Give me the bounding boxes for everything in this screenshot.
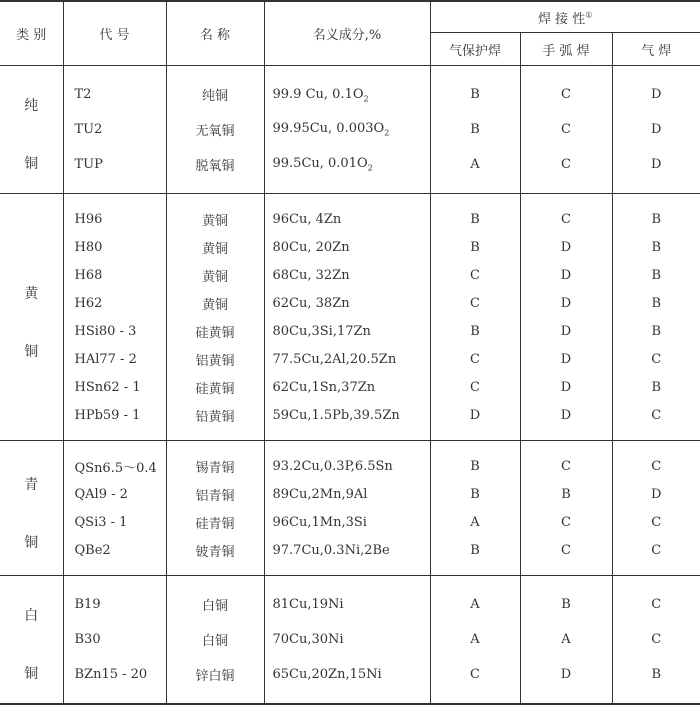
table-row (0, 317, 700, 345)
arc-rating: C (520, 508, 612, 536)
code-cell: QSi3 - 1 (63, 508, 166, 536)
name-cell: 硅黄铜 (166, 373, 264, 401)
header-gas-shielded: 气保护焊 (430, 33, 520, 66)
gas-rating: C (612, 576, 700, 623)
header-code: 代 号 (63, 1, 166, 66)
composition-text: 97.7Cu,0.3Ni,2Be (272, 542, 390, 558)
arc-rating: C (520, 66, 612, 113)
header-weldability (430, 1, 700, 33)
composition-text: 93.2Cu,0.3P,6.5Sn (272, 458, 393, 474)
category-char: 青 (24, 476, 39, 493)
gas-shielded-rating: C (430, 261, 520, 289)
category-char: 铜 (24, 343, 39, 360)
header-composition: 名义成分,% (264, 1, 430, 66)
gas-rating: C (612, 536, 700, 576)
table-row (0, 261, 700, 289)
arc-rating: C (520, 194, 612, 234)
code-cell: TUP (63, 146, 166, 193)
category-cell (0, 441, 63, 576)
gas-shielded-rating: B (430, 113, 520, 146)
composition-cell (264, 345, 430, 373)
table-header (0, 1, 700, 66)
arc-rating: D (520, 656, 612, 704)
gas-shielded-rating: C (430, 289, 520, 317)
code-cell: HAl77 - 2 (63, 345, 166, 373)
arc-rating: D (520, 233, 612, 261)
gas-shielded-rating: B (430, 194, 520, 234)
composition-text: 96Cu,1Mn,3Si (272, 514, 367, 530)
composition-text: 80Cu, 20Zn (272, 239, 350, 255)
header-weldability-note: ① (585, 10, 593, 20)
code-cell: TU2 (63, 113, 166, 146)
arc-rating: D (520, 373, 612, 401)
code-cell: BZn15 - 20 (63, 656, 166, 704)
composition-text: 80Cu,3Si,17Zn (272, 323, 371, 339)
header-gas: 气 焊 (612, 33, 700, 66)
gas-rating: B (612, 289, 700, 317)
composition-text: 59Cu,1.5Pb,39.5Zn (272, 407, 400, 423)
category-char: 铜 (24, 156, 39, 172)
code-cell: H62 (63, 289, 166, 317)
table-row (0, 66, 700, 113)
gas-rating: B (612, 317, 700, 345)
composition-text: 65Cu,20Zn,15Ni (272, 666, 382, 682)
table-row (0, 345, 700, 373)
table-row (0, 401, 700, 441)
table-row (0, 113, 700, 146)
gas-shielded-rating: C (430, 373, 520, 401)
composition-text: 89Cu,2Mn,9Al (272, 486, 368, 502)
gas-rating: B (612, 194, 700, 234)
arc-rating: D (520, 401, 612, 441)
composition-cell (264, 289, 430, 317)
composition-text: 62Cu,1Sn,37Zn (272, 379, 376, 395)
code-cell: B19 (63, 576, 166, 623)
table-row (0, 536, 700, 576)
code-cell: T2 (63, 66, 166, 113)
name-cell: 无氧铜 (166, 113, 264, 146)
table-row (0, 623, 700, 656)
arc-rating: C (520, 113, 612, 146)
code-cell: HSn62 - 1 (63, 373, 166, 401)
table-row (0, 146, 700, 193)
gas-rating: C (612, 623, 700, 656)
composition-text: 70Cu,30Ni (272, 631, 344, 647)
category-char: 铜 (24, 666, 39, 682)
gas-shielded-rating: C (430, 656, 520, 704)
table-body (0, 66, 700, 705)
header-category: 类 别 (0, 1, 63, 66)
name-cell: 硅黄铜 (166, 317, 264, 345)
arc-rating: C (520, 441, 612, 481)
arc-rating: D (520, 261, 612, 289)
gas-shielded-rating: A (430, 508, 520, 536)
name-cell: 铍青铜 (166, 536, 264, 576)
composition-cell (264, 233, 430, 261)
category-char: 黄 (24, 285, 39, 302)
header-name: 名 称 (166, 1, 264, 66)
code-cell: B30 (63, 623, 166, 656)
category-char: 纯 (24, 98, 39, 114)
gas-rating: B (612, 233, 700, 261)
code-cell: QSn6.5～0.4 (63, 441, 166, 481)
name-cell: 脱氧铜 (166, 146, 264, 193)
composition-cell (264, 656, 430, 704)
category-cell (0, 576, 63, 705)
table-row (0, 233, 700, 261)
name-cell: 黄铜 (166, 194, 264, 234)
code-cell: H96 (63, 194, 166, 234)
name-cell: 铅黄铜 (166, 401, 264, 441)
arc-rating: C (520, 146, 612, 193)
arc-rating: B (520, 576, 612, 623)
composition-text: 77.5Cu,2Al,20.5Zn (272, 351, 397, 367)
gas-shielded-rating: A (430, 576, 520, 623)
composition-cell (264, 623, 430, 656)
table-row (0, 576, 700, 623)
code-cell: H68 (63, 261, 166, 289)
composition-text: 99.9 Cu, 0.1O (272, 86, 364, 102)
arc-rating: D (520, 289, 612, 317)
name-cell: 锡青铜 (166, 441, 264, 481)
gas-shielded-rating: C (430, 345, 520, 373)
table-row (0, 373, 700, 401)
name-cell: 铝青铜 (166, 480, 264, 508)
gas-rating: D (612, 66, 700, 113)
composition-cell (264, 113, 430, 146)
code-cell: QAl9 - 2 (63, 480, 166, 508)
header-weldability-label: 焊 接 性 (538, 11, 586, 27)
name-cell: 黄铜 (166, 233, 264, 261)
code-cell: QBe2 (63, 536, 166, 576)
composition-cell (264, 576, 430, 623)
composition-text: 96Cu, 4Zn (272, 211, 342, 227)
composition-subscript: 2 (384, 128, 390, 138)
composition-subscript: 2 (363, 94, 369, 104)
arc-rating: A (520, 623, 612, 656)
name-cell: 铝黄铜 (166, 345, 264, 373)
composition-text: 62Cu, 38Zn (272, 295, 350, 311)
category-char: 白 (24, 608, 39, 624)
code-cell: HPb59 - 1 (63, 401, 166, 441)
composition-cell (264, 194, 430, 234)
arc-rating: D (520, 345, 612, 373)
table-row (0, 441, 700, 481)
gas-shielded-rating: D (430, 401, 520, 441)
arc-rating: B (520, 480, 612, 508)
composition-cell (264, 441, 430, 481)
composition-text: 99.95Cu, 0.003O (272, 121, 385, 137)
category-cell (0, 194, 63, 441)
name-cell: 白铜 (166, 576, 264, 623)
composition-text: 99.5Cu, 0.01O (272, 155, 368, 171)
gas-shielded-rating: A (430, 623, 520, 656)
header-arc: 手 弧 焊 (520, 33, 612, 66)
name-cell: 白铜 (166, 623, 264, 656)
table-row (0, 194, 700, 234)
name-cell: 黄铜 (166, 261, 264, 289)
composition-cell (264, 66, 430, 113)
arc-rating: D (520, 317, 612, 345)
gas-rating: C (612, 345, 700, 373)
gas-rating: D (612, 113, 700, 146)
name-cell: 锌白铜 (166, 656, 264, 704)
composition-cell (264, 373, 430, 401)
composition-text: 68Cu, 32Zn (272, 267, 350, 283)
gas-shielded-rating: B (430, 233, 520, 261)
gas-shielded-rating: B (430, 441, 520, 481)
composition-subscript: 2 (367, 163, 373, 173)
composition-cell (264, 508, 430, 536)
arc-rating: C (520, 536, 612, 576)
gas-shielded-rating: B (430, 317, 520, 345)
gas-rating: D (612, 146, 700, 193)
composition-text: 81Cu,19Ni (272, 597, 344, 613)
table-row (0, 656, 700, 704)
name-cell: 硅青铜 (166, 508, 264, 536)
gas-rating: B (612, 261, 700, 289)
gas-rating: C (612, 508, 700, 536)
gas-rating: C (612, 441, 700, 481)
composition-cell (264, 401, 430, 441)
table-row (0, 480, 700, 508)
composition-cell (264, 317, 430, 345)
gas-shielded-rating: B (430, 536, 520, 576)
table-row (0, 508, 700, 536)
gas-rating: C (612, 401, 700, 441)
gas-rating: D (612, 480, 700, 508)
gas-shielded-rating: B (430, 480, 520, 508)
code-cell: H80 (63, 233, 166, 261)
name-cell: 黄铜 (166, 289, 264, 317)
code-cell: HSi80 - 3 (63, 317, 166, 345)
category-char: 铜 (24, 534, 39, 551)
gas-rating: B (612, 656, 700, 704)
name-cell: 纯铜 (166, 66, 264, 113)
gas-shielded-rating: B (430, 66, 520, 113)
table-row (0, 289, 700, 317)
composition-cell (264, 261, 430, 289)
composition-cell (264, 146, 430, 193)
gas-shielded-rating: A (430, 146, 520, 193)
composition-cell (264, 536, 430, 576)
composition-cell (264, 480, 430, 508)
gas-rating: B (612, 373, 700, 401)
category-cell (0, 66, 63, 194)
